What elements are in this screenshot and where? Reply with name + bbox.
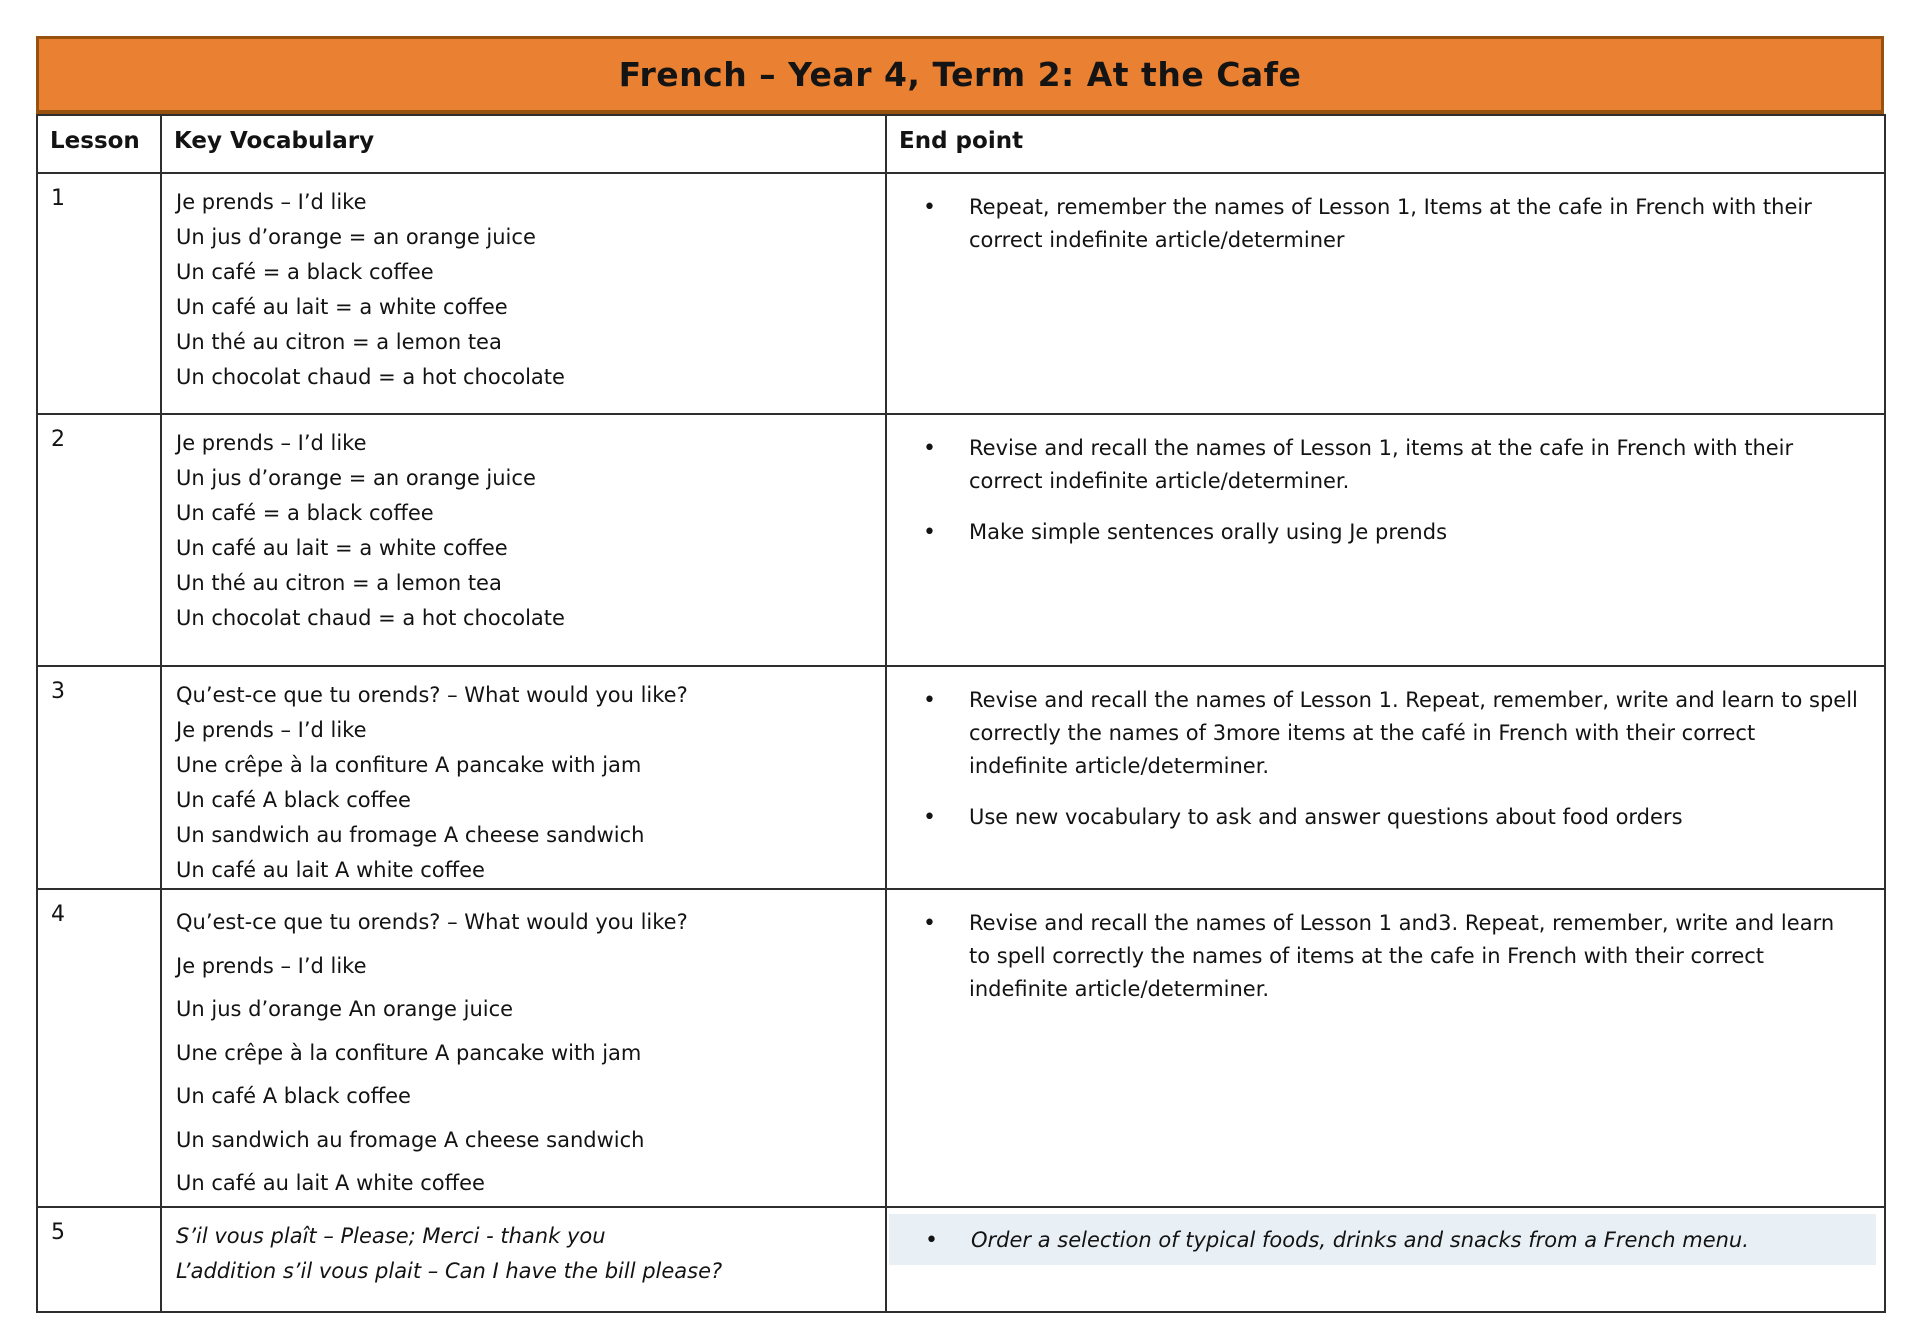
lesson-number: 2: [37, 414, 161, 666]
vocab-line: Une crêpe à la confiture A pancake with jam: [176, 753, 642, 777]
page-title: French – Year 4, Term 2: At the Cafe: [618, 55, 1302, 94]
vocab-line: Un thé au citron = a lemon tea: [176, 330, 502, 354]
endpoint-item: [889, 1224, 1860, 1257]
column-header-end-point: End point: [886, 115, 1885, 173]
endpoint-text: Revise and recall the names of Lesson 1 and3. Repeat, remember, write and learn to spell correctly the names of items at the cafe in French with their correct indefinite article/determiner.: [969, 911, 1835, 1001]
vocab-cell: [161, 889, 886, 1207]
vocab-line: Un chocolat chaud = a hot chocolate: [176, 606, 565, 630]
lesson-row-2: [37, 414, 1885, 666]
vocab-line: Un jus d’orange An orange juice: [176, 997, 514, 1021]
bullet-icon: •: [923, 911, 936, 936]
bullet-icon: •: [925, 1227, 938, 1253]
vocab-line: Je prends – I’d like: [176, 190, 367, 214]
column-header-lesson: Lesson: [37, 115, 161, 173]
endpoint-item: [887, 907, 1858, 1006]
vocab-line: Un café au lait A white coffee: [176, 1171, 485, 1195]
endpoint-cell: [886, 414, 1885, 666]
document-page: [36, 36, 1884, 1313]
endpoint-text: Make simple sentences orally using Je prends: [969, 520, 1448, 544]
endpoint-cell: [886, 1207, 1885, 1312]
curriculum-table: [36, 114, 1886, 1313]
table-header-row: [37, 115, 1885, 173]
endpoint-text: Repeat, remember the names of Lesson 1, Items at the cafe in French with their correct indefinite article/determiner: [969, 195, 1812, 252]
bullet-icon: •: [923, 688, 936, 713]
vocab-line: L’addition s’il vous plait – Can I have the bill please?: [176, 1258, 723, 1283]
endpoint-item: [887, 801, 1858, 834]
endpoint-cell: [886, 173, 1885, 414]
vocab-line: Un café au lait = a white coffee: [176, 295, 508, 319]
lesson-row-1: [37, 173, 1885, 414]
lesson-row-5: [37, 1207, 1885, 1312]
vocab-line: Un café = a black coffee: [176, 501, 434, 525]
bullet-icon: •: [923, 520, 936, 545]
vocab-cell: [161, 173, 886, 414]
lesson-row-4: [37, 889, 1885, 1207]
lesson-number: 5: [37, 1207, 161, 1312]
table-title-bar: [36, 36, 1884, 114]
endpoint-cell: [886, 666, 1885, 889]
lesson-number: 3: [37, 666, 161, 889]
vocab-line: Un jus d’orange = an orange juice: [176, 225, 536, 249]
vocab-line: Qu’est-ce que tu orends? – What would you like?: [176, 683, 688, 707]
lesson-number: 1: [37, 173, 161, 414]
vocab-cell: [161, 414, 886, 666]
endpoint-item: [887, 191, 1858, 257]
endpoint-item: [887, 684, 1858, 783]
endpoint-cell: [886, 889, 1885, 1207]
vocab-line: Qu’est-ce que tu orends? – What would you like?: [176, 910, 688, 934]
endpoint-text: Revise and recall the names of Lesson 1. Repeat, remember, write and learn to spell correctly the names of 3more items at the café in French with their correct indefinite article/determiner.: [969, 688, 1858, 778]
bullet-icon: •: [923, 436, 936, 461]
lesson-number: 4: [37, 889, 161, 1207]
vocab-line: Un café = a black coffee: [176, 260, 434, 284]
vocab-line: Je prends – I’d like: [176, 718, 367, 742]
column-header-key-vocabulary: Key Vocabulary: [161, 115, 886, 173]
vocab-line: Un café au lait A white coffee: [176, 858, 485, 882]
endpoint-item: [887, 432, 1858, 498]
vocab-line: Un sandwich au fromage A cheese sandwich: [176, 1127, 645, 1152]
endpoint-text: Order a selection of typical foods, drinks and snacks from a French menu.: [971, 1227, 1749, 1252]
bullet-icon: •: [923, 805, 936, 830]
vocab-line: Un sandwich au fromage A cheese sandwich: [176, 823, 645, 847]
vocab-line: S’il vous plaît – Please; Merci - thank you: [176, 1223, 606, 1248]
highlighted-endpoint: [889, 1214, 1876, 1265]
vocab-line: Je prends – I’d like: [176, 431, 367, 455]
endpoint-text: Revise and recall the names of Lesson 1, items at the cafe in French with their correct indefinite article/determiner.: [969, 436, 1794, 493]
vocab-line: Un chocolat chaud = a hot chocolate: [176, 365, 565, 389]
vocab-line: Un café A black coffee: [176, 788, 411, 812]
vocab-line: Un jus d’orange = an orange juice: [176, 466, 536, 490]
vocab-cell: [161, 1207, 886, 1312]
vocab-line: Une crêpe à la confiture A pancake with jam: [176, 1040, 642, 1065]
lesson-row-3: [37, 666, 1885, 889]
vocab-line: Un thé au citron = a lemon tea: [176, 571, 502, 595]
vocab-line: Je prends – I’d like: [176, 953, 367, 978]
bullet-icon: •: [923, 195, 936, 220]
vocab-cell: [161, 666, 886, 889]
endpoint-item: [887, 516, 1858, 549]
endpoint-text: Use new vocabulary to ask and answer questions about food orders: [969, 805, 1683, 829]
vocab-line: Un café au lait = a white coffee: [176, 536, 508, 560]
vocab-line: Un café A black coffee: [176, 1084, 411, 1108]
